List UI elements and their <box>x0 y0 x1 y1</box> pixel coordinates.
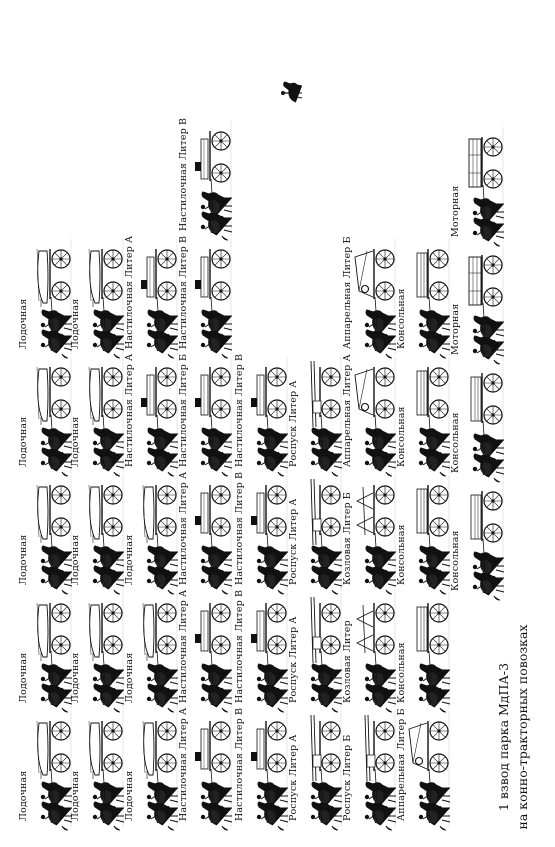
wagon-cell <box>286 593 346 709</box>
wagon-cell <box>232 471 292 591</box>
wagon-cell <box>16 711 76 827</box>
wagon-label: Лодочная <box>18 770 29 821</box>
wagon-label: Лодочная <box>124 652 135 703</box>
wagon-cell <box>68 711 128 827</box>
horse-drawn-wagon-icon <box>189 593 235 709</box>
wagon-cell <box>16 593 76 709</box>
wagon-label: Лодочная <box>70 652 81 703</box>
horse-drawn-wagon-icon <box>245 593 291 709</box>
horse-drawn-wagon-icon <box>353 711 399 827</box>
wagon-cell <box>286 711 346 827</box>
wagon-label: Лодочная <box>18 652 29 703</box>
wagon-label: Настилочная Литер А <box>178 707 189 821</box>
wagon-cell <box>340 711 400 827</box>
horse-drawn-wagon-icon <box>189 475 235 591</box>
wagon-label: Консольная <box>450 530 461 591</box>
wagon-cell <box>16 475 76 591</box>
wagon-label: Настилочная Литер Б <box>178 353 189 467</box>
wagon-cell <box>16 239 76 355</box>
horse-drawn-wagon-icon <box>189 357 235 473</box>
wagon-cell <box>448 245 508 361</box>
wagon-row <box>16 0 76 847</box>
wagon-row <box>394 0 454 847</box>
horse-drawn-wagon-icon <box>461 245 507 361</box>
horse-drawn-wagon-icon <box>299 711 345 827</box>
horse-drawn-wagon-icon <box>299 593 345 709</box>
wagon-cell <box>122 475 182 591</box>
wagon-cell <box>176 471 236 591</box>
wagon-label: Консольная <box>396 406 407 467</box>
wagon-cell <box>340 593 400 709</box>
wagon-cell <box>122 593 182 709</box>
wagon-cell <box>68 593 128 709</box>
horse-drawn-wagon-icon <box>353 239 399 355</box>
horse-drawn-wagon-icon <box>135 475 181 591</box>
wagon-cell <box>68 357 128 473</box>
wagon-label: Настилочная Литер В <box>234 589 245 703</box>
wagon-label: Роспуск Литер А <box>288 734 299 821</box>
wagon-label: Лодочная <box>70 770 81 821</box>
horse-drawn-wagon-icon <box>245 357 291 473</box>
horse-drawn-wagon-icon <box>407 357 453 473</box>
horse-drawn-wagon-icon <box>353 593 399 709</box>
wagon-cell <box>176 235 236 355</box>
wagon-cell <box>232 589 292 709</box>
horse-drawn-wagon-icon <box>81 593 127 709</box>
wagon-label: Настилочная Литер В <box>234 353 245 467</box>
wagon-cell <box>394 239 454 355</box>
wagon-cell <box>176 353 236 473</box>
wagon-cell <box>122 711 182 827</box>
horse-drawn-wagon-icon <box>461 481 507 597</box>
wagon-cell <box>232 707 292 827</box>
wagon-cell <box>176 117 236 237</box>
horse-drawn-wagon-icon <box>299 357 345 473</box>
wagon-cell <box>16 357 76 473</box>
wagon-label: Аппарельная Литер А <box>342 354 353 467</box>
wagon-label: Роспуск Литер А <box>288 380 299 467</box>
horse-drawn-wagon-icon <box>135 239 181 355</box>
wagon-label: Козловая Литер <box>342 620 353 703</box>
horse-drawn-wagon-icon <box>245 475 291 591</box>
wagon-cell <box>286 357 346 473</box>
wagon-cell <box>122 353 182 473</box>
wagon-label: Лодочная <box>124 770 135 821</box>
wagon-cell <box>448 127 508 243</box>
wagon-label: Аппарельная Литер Б <box>396 708 407 821</box>
wagon-label: Моторная <box>450 303 461 355</box>
wagon-label: Настилочная Литер В <box>178 117 189 231</box>
wagon-cell <box>394 708 454 827</box>
horse-drawn-wagon-icon <box>407 475 453 591</box>
wagon-label: Настилочная Литер В <box>234 707 245 821</box>
wagon-row <box>232 0 292 847</box>
wagon-row <box>286 0 346 847</box>
horse-drawn-wagon-icon <box>189 121 235 237</box>
wagon-cell <box>232 353 292 473</box>
wagon-cell <box>176 589 236 709</box>
wagon-label: Консольная <box>396 288 407 349</box>
wagon-label: Консольная <box>450 412 461 473</box>
wagon-label: Лодочная <box>18 416 29 467</box>
wagon-cell <box>68 475 128 591</box>
horse-drawn-wagon-icon <box>353 357 399 473</box>
wagon-cell <box>340 475 400 591</box>
title-line-1: 1 взвод парка МдПА-3 <box>496 662 511 812</box>
wagon-label: Моторная <box>450 185 461 237</box>
wagon-cell <box>68 239 128 355</box>
wagon-label: Настилочная Литер А <box>178 471 189 585</box>
wagon-label: Роспуск Литер Б <box>342 734 353 821</box>
horse-drawn-wagon-icon <box>135 357 181 473</box>
horse-drawn-wagon-icon <box>461 363 507 479</box>
horse-drawn-wagon-icon <box>353 475 399 591</box>
wagon-label: Лодочная <box>18 298 29 349</box>
horse-drawn-wagon-icon <box>135 711 181 827</box>
horse-drawn-wagon-icon <box>407 239 453 355</box>
horse-drawn-wagon-icon <box>461 127 507 243</box>
horse-drawn-wagon-icon <box>245 711 291 827</box>
wagon-cell <box>340 354 400 473</box>
horse-drawn-wagon-icon <box>81 475 127 591</box>
horse-drawn-wagon-icon <box>407 711 453 827</box>
wagon-label: Настилочная Литер В <box>234 471 245 585</box>
horse-drawn-wagon-icon <box>407 593 453 709</box>
wagon-label: Лодочная <box>18 534 29 585</box>
wagon-label: Лодочная <box>70 298 81 349</box>
wagon-cell <box>176 707 236 827</box>
wagon-label: Лодочная <box>70 416 81 467</box>
wagon-row <box>122 0 182 847</box>
wagon-label: Роспуск Литер А <box>288 616 299 703</box>
wagon-cell <box>394 357 454 473</box>
wagon-label: Настилочная Литер А <box>178 589 189 703</box>
horse-drawn-wagon-icon <box>189 711 235 827</box>
wagon-label: Консольная <box>396 524 407 585</box>
horse-drawn-wagon-icon <box>135 593 181 709</box>
wagon-label: Консольная <box>396 642 407 703</box>
horse-drawn-wagon-icon <box>81 357 127 473</box>
wagon-cell <box>394 475 454 591</box>
wagon-label: Настилочная Литер В <box>178 235 189 349</box>
wagon-row <box>68 0 128 847</box>
wagon-cell <box>340 236 400 355</box>
wagon-label: Настилочная Литер А <box>124 235 135 349</box>
wagon-label: Козловая Литер Б <box>342 492 353 585</box>
wagon-label: Лодочная <box>124 534 135 585</box>
horse-drawn-wagon-icon <box>299 475 345 591</box>
wagon-label: Роспуск Литер А <box>288 498 299 585</box>
wagon-cell <box>448 363 508 479</box>
wagon-row <box>340 0 400 847</box>
wagon-cell <box>122 235 182 355</box>
wagon-cell <box>448 481 508 597</box>
wagon-cell <box>394 593 454 709</box>
mounted-officer-icon <box>278 79 304 105</box>
horse-drawn-wagon-icon <box>81 711 127 827</box>
title-line-2: на конно-тракторных повозках <box>515 624 530 830</box>
horse-drawn-wagon-icon <box>189 239 235 355</box>
wagon-label: Настилочная Литер А <box>124 353 135 467</box>
wagon-row <box>176 0 236 847</box>
wagon-label: Аппарельная Литер Б <box>342 236 353 349</box>
wagon-cell <box>286 475 346 591</box>
wagon-label: Лодочная <box>70 534 81 585</box>
horse-drawn-wagon-icon <box>81 239 127 355</box>
